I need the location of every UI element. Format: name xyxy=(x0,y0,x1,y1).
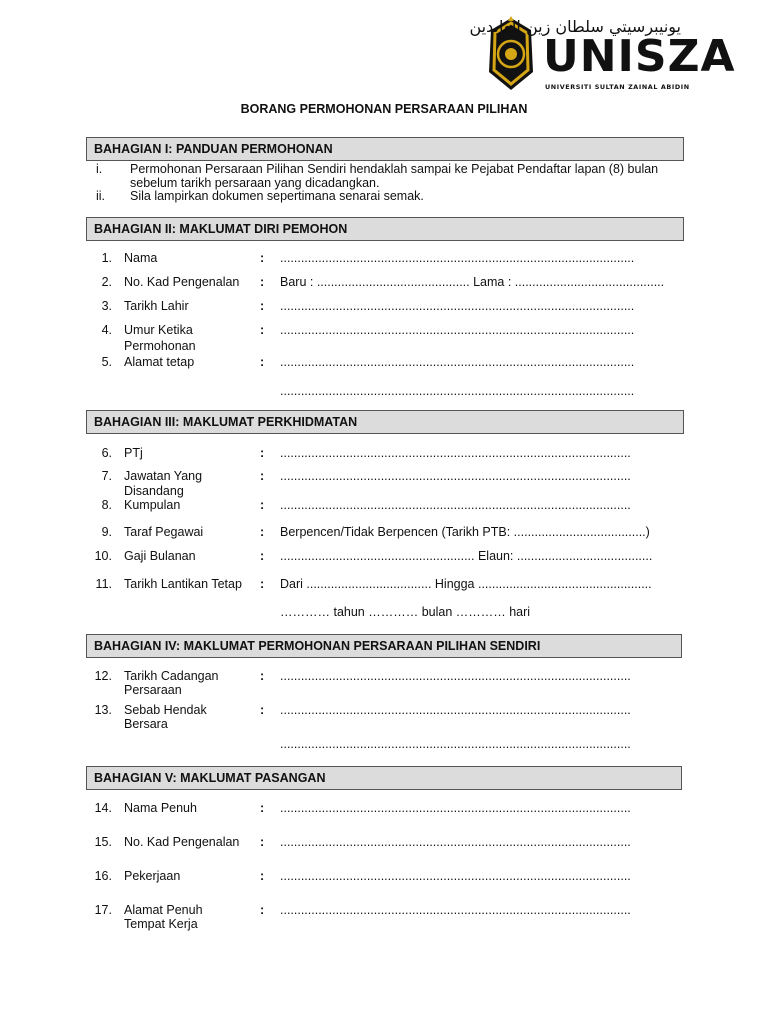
university-logo xyxy=(469,14,736,94)
guide-number: ii. xyxy=(96,189,106,203)
field-colon: : xyxy=(260,703,265,717)
gaji-elaun-input[interactable]: ........................................................ Elaun: ....................................... xyxy=(280,549,653,563)
field-number: 11. xyxy=(95,577,112,591)
umur-input[interactable]: ...................................................................................................... xyxy=(280,323,635,337)
field-label-line2: Disandang xyxy=(124,484,184,498)
field-number: 4. xyxy=(101,323,112,337)
field-label: Alamat tetap xyxy=(124,355,195,369)
taraf-pegawai-input[interactable]: Berpencen/Tidak Berpencen (Tarikh PTB: ......................................) xyxy=(280,525,650,539)
field-label: Sebab Hendak xyxy=(124,703,207,717)
field-colon: : xyxy=(260,446,265,460)
alamat-input[interactable]: ...................................................................................................... xyxy=(280,355,635,369)
section-3-header: BAHAGIAN III: MAKLUMAT PERKHIDMATAN xyxy=(86,410,684,434)
field-number: 16. xyxy=(94,869,112,883)
field-colon: : xyxy=(260,903,265,917)
field-number: 8. xyxy=(101,498,112,512)
field-label: Tarikh Lantikan Tetap xyxy=(124,577,242,591)
section-2-header: BAHAGIAN II: MAKLUMAT DIRI PEMOHON xyxy=(86,217,684,241)
field-number: 1. xyxy=(101,251,112,265)
pekerjaan-input[interactable]: ..................................................................................................... xyxy=(280,869,631,883)
field-number: 5. xyxy=(101,355,112,369)
field-label-line2: Bersara xyxy=(124,717,168,731)
field-label: Nama Penuh xyxy=(124,801,197,815)
field-colon: : xyxy=(260,299,265,313)
guide-number: i. xyxy=(96,162,103,176)
alamat-kerja-input[interactable]: ..................................................................................................... xyxy=(280,903,631,917)
ptj-input[interactable]: ..................................................................................................... xyxy=(280,446,631,460)
sebab-bersara-input[interactable]: ..................................................................................................... xyxy=(280,703,631,717)
section-1-header: BAHAGIAN I: PANDUAN PERMOHONAN xyxy=(86,137,684,161)
field-label: PTj xyxy=(124,446,143,460)
guide-text-line: sebelum tarikh persaraan yang dicadangkan. xyxy=(130,176,380,190)
field-colon: : xyxy=(260,355,265,369)
document-title: BORANG PERMOHONAN PERSARAAN PILIHAN xyxy=(240,102,528,116)
kumpulan-input[interactable]: ..................................................................................................... xyxy=(280,498,631,512)
field-label: No. Kad Pengenalan xyxy=(124,835,240,849)
field-number: 2. xyxy=(101,275,112,289)
field-colon: : xyxy=(260,801,265,815)
field-label: No. Kad Pengenalan xyxy=(124,275,240,289)
field-colon: : xyxy=(260,323,265,337)
kad-pengenalan-pasangan-input[interactable]: ..................................................................................................... xyxy=(280,835,631,849)
field-colon: : xyxy=(260,275,265,289)
field-label: Taraf Pegawai xyxy=(124,525,204,539)
tarikh-lahir-input[interactable]: ...................................................................................................... xyxy=(280,299,635,313)
sebab-bersara-input-line2[interactable]: ..................................................................................................... xyxy=(280,737,631,751)
field-label: Nama xyxy=(124,251,158,265)
field-number: 15. xyxy=(94,835,112,849)
field-number: 13. xyxy=(94,703,112,717)
field-colon: : xyxy=(260,251,265,265)
field-colon: : xyxy=(260,669,265,683)
section-5-header: BAHAGIAN V: MAKLUMAT PASANGAN xyxy=(86,766,682,790)
guide-text-line: Permohonan Persaraan Pilihan Sendiri hendaklah sampai ke Pejabat Pendaftar lapan (8) bulan xyxy=(130,162,659,176)
alamat-input-line2[interactable]: ...................................................................................................... xyxy=(280,384,635,398)
field-colon: : xyxy=(260,469,265,483)
field-colon: : xyxy=(260,869,265,883)
field-number: 10. xyxy=(94,549,112,563)
field-label: Kumpulan xyxy=(124,498,181,512)
guide-text-line: Sila lampirkan dokumen sepertimana senarai semak. xyxy=(130,189,424,203)
jawatan-input[interactable]: ..................................................................................................... xyxy=(280,469,631,483)
field-number: 12. xyxy=(94,669,112,683)
field-number: 7. xyxy=(101,469,112,483)
field-colon: : xyxy=(260,577,265,591)
kad-pengenalan-input[interactable]: Baru : ............................................ Lama : ........................................... xyxy=(280,275,665,289)
field-colon: : xyxy=(260,835,265,849)
field-label: Jawatan Yang xyxy=(124,469,203,483)
field-label: Umur Ketika xyxy=(124,323,193,337)
logo-subtitle: UNIVERSITI SULTAN ZAINAL ABIDIN xyxy=(545,83,690,91)
nama-input[interactable]: ...................................................................................................... xyxy=(280,251,635,265)
tempoh-perkhidmatan-input[interactable]: ………… tahun ………… bulan ………… hari xyxy=(280,605,531,619)
field-number: 17. xyxy=(94,903,112,917)
field-number: 9. xyxy=(101,525,112,539)
nama-pasangan-input[interactable]: ..................................................................................................... xyxy=(280,801,631,815)
tarikh-cadangan-input[interactable]: ..................................................................................................... xyxy=(280,669,631,683)
field-label: Gaji Bulanan xyxy=(124,549,196,563)
field-label: Pekerjaan xyxy=(124,869,181,883)
logo-arabic-text: يونيبرسيتي سلطان زين العابدين xyxy=(469,17,681,36)
section-4-header: BAHAGIAN IV: MAKLUMAT PERMOHONAN PERSARAAN PILIHAN SENDIRI xyxy=(86,634,682,658)
field-label-line2: Persaraan xyxy=(124,683,182,697)
tarikh-lantikan-input[interactable]: Dari .................................... Hingga .................................................. xyxy=(280,577,652,591)
field-colon: : xyxy=(260,498,265,512)
field-label-line2: Tempat Kerja xyxy=(124,917,198,931)
field-number: 3. xyxy=(101,299,112,313)
field-label: Alamat Penuh xyxy=(124,903,203,917)
field-number: 14. xyxy=(94,801,112,815)
field-number: 6. xyxy=(101,446,112,460)
field-colon: : xyxy=(260,525,265,539)
field-label-line2: Permohonan xyxy=(124,339,196,353)
field-label: Tarikh Cadangan xyxy=(124,669,219,683)
field-colon: : xyxy=(260,549,265,563)
logo-wordmark: UNISZA xyxy=(543,31,736,82)
field-label: Tarikh Lahir xyxy=(124,299,189,313)
